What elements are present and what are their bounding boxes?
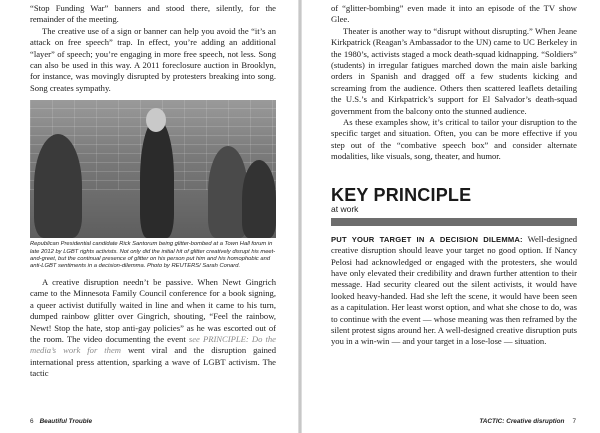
right-column — [331, 3, 577, 348]
key-principle-body — [331, 234, 577, 348]
photo-figure-left — [34, 134, 82, 238]
book-title-running-foot: Beautiful Trouble — [39, 418, 92, 425]
key-principle-subheading: at work — [331, 203, 359, 214]
left-paragraph-1: “Stop Funding War” banners and stood there, silently, for the remainder of the meeting. — [30, 3, 276, 25]
photo-figure-center — [140, 118, 174, 238]
key-principle-heading: KEY PRINCIPLE — [331, 184, 472, 205]
left-paragraph-2: The creative use of a sign or banner can help you avoid the “it’s an attack on free speech” trap. In effect, you’re adding an additional “layer” of speech; you’re engaging in more free speech, not less. Song can also be used in this way. A 2011 foreclosure auction in Brooklyn, for instance, was movingly disrupted by protesters breaking into song. Song creates sympathy. — [30, 25, 276, 93]
see-principle-crossref: see PRINCIPLE: Do the media’s work for them — [30, 333, 276, 356]
right-page — [302, 0, 600, 433]
page-number-left: 6 — [30, 418, 34, 425]
photo-figure-right-2 — [242, 160, 276, 238]
left-paragraph-3-part-a: A creative disruption needn’t be passive. When Newt Gingrich came to the Minnesota Family Council conference for a book signing, a queer activist dutifully waited in line and when it came to his turn, dumped rainbow glitter over Gingrich, shouting, “Feel the rainbow, Newt! Stop the hate, stop anti-gay policies” as he was escorted out of the room. The video documenting the event — [30, 276, 276, 344]
key-principle-text: Well-designed creative disruption should leave your target no good option. If Nancy Pelosi had acknowledged or engaged with the protesters, she would have only elevated their credibility and drawn further attention to their message. Had security cleared out the silent activists, it would have looked heavy-handed. Had she left the scene, it would have been seen as a capitulation. Her least worst option, and what she chose to do, was to continue with the event — whose meaning was then reframed by the silent protest signs around her. A well-designed creative disruption puts you in a win-win — and your target in a lose-lose — situation. — [331, 233, 577, 347]
right-paragraph-2: Theater is another way to “disrupt without disrupting.” When Jeane Kirkpatrick (Reagan’s Ambassador to the UN) came to UC Berkeley in the 1980’s, activists staged a mock death-squad kidnapping. “Soldiers” (students) in irregular fatigues marched down the main aisle barking orders in Spanish and dragged off a few students kicking and screaming from the audience. Others then scattered leaflets detailing the U.S.’s and Kirkpatrick’s support for El Salvador’s death-squad government from the balcony onto the stunned audience. — [331, 25, 577, 116]
glitter-bomb-photo — [30, 100, 276, 238]
right-folio — [473, 418, 576, 425]
left-folio — [30, 418, 92, 425]
left-column — [30, 3, 276, 380]
key-principle-lead: PUT YOUR TARGET IN A DECISION DILEMMA: — [331, 234, 523, 244]
tactic-title-running-foot: TACTIC: Creative disruption — [479, 418, 565, 425]
key-principle-rule — [331, 218, 577, 226]
left-page — [0, 0, 298, 433]
left-paragraph-3-part-b: went viral and the disruption gained international press attention, sparking a wave of LGBT activism. The tactic — [30, 345, 277, 379]
left-paragraph-3 — [30, 277, 276, 380]
right-paragraph-1: of “glitter-bombing” even made it into an episode of the TV show Glee. — [331, 3, 577, 25]
page-number-right: 7 — [572, 418, 576, 425]
right-paragraph-3: As these examples show, it’s critical to tailor your disruption to the specific target and situation. Often, you can be more effective if you step out of the “combative speech box” and consider alternate modalities, like visuals, song, theater, and humor. — [331, 117, 577, 162]
photo-caption: Republican Presidential candidate Rick Santorum being glitter-bombed at a Town Hall forum in late 2012 by LGBT rights activists. Not only did the initial hit of glitter creatively disrupt his meet-and-greet, but the continual presence of glitter on his person put him and his homophobic and anti-LGBT sentiments in a decision-dilemma. Photo by REUTERS/ Sarah Conard. — [30, 241, 276, 270]
